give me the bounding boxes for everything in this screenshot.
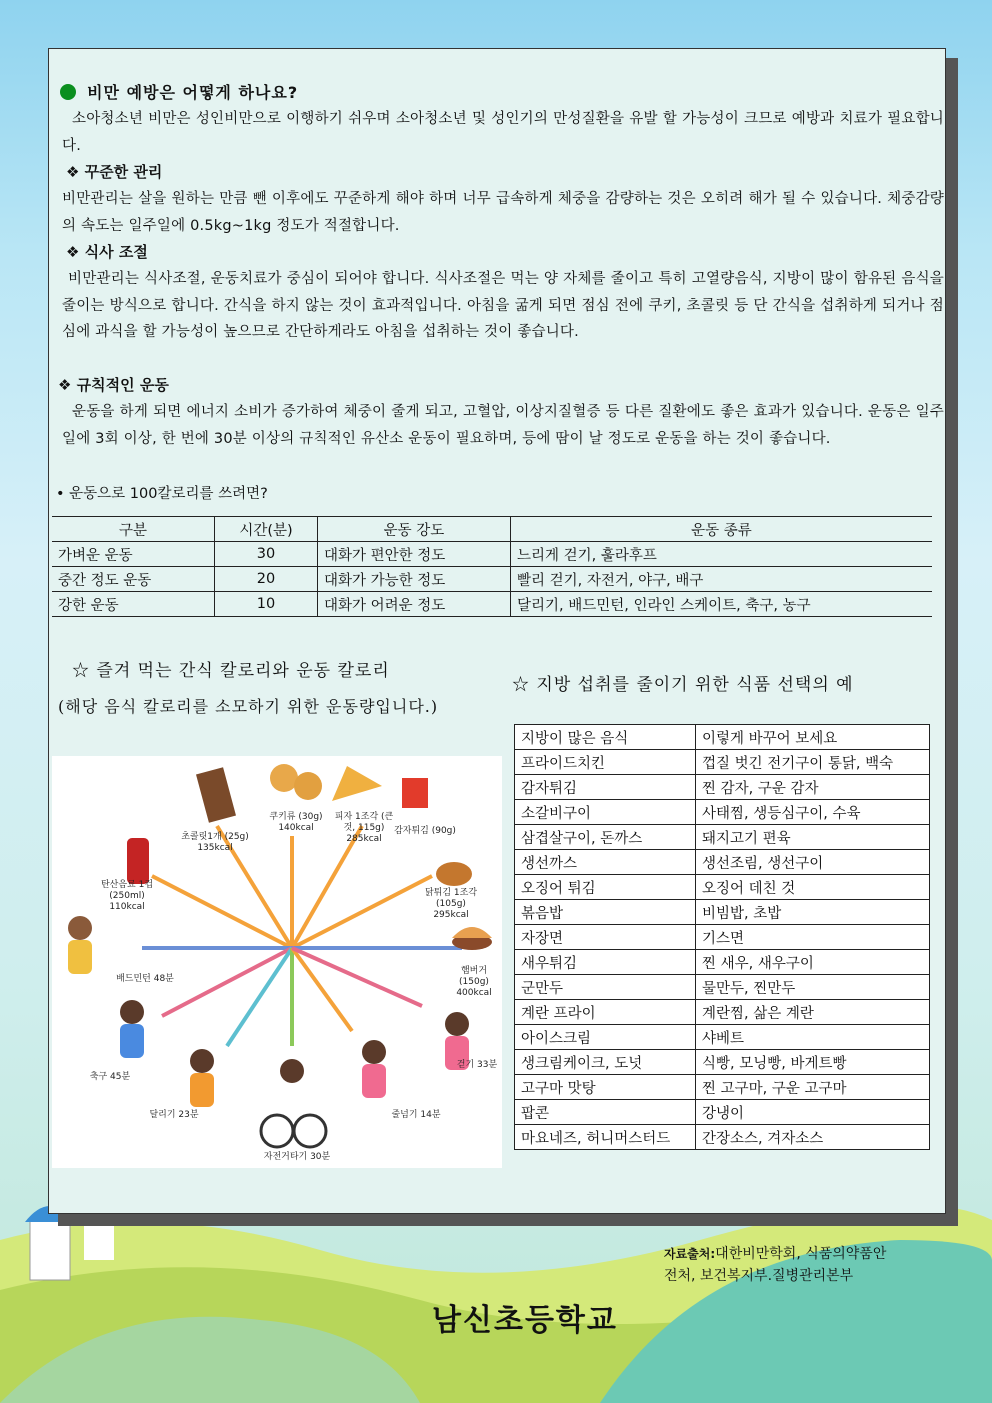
heading-exercise: ❖ 규칙적인 운동 [58, 376, 169, 394]
table-row [515, 775, 930, 800]
table-cell: 찐 감자, 구운 감자 [696, 775, 930, 800]
table-header-row [52, 517, 932, 542]
paragraph-exercise: 운동을 하게 되면 에너지 소비가 증가하여 체중이 줄게 되고, 고혈압, 이상지질혈증 등 다른 질환에도 좋은 효과가 있습니다. 운동은 일주일에 3회 이상, 한 번에 30분 이상의 규칙적인 유산소 운동이 필요하며, 등에 땀이 날 정도로 운동을 하는 것이 좋습니다. [62, 404, 944, 447]
table-cell: 중간 정도 운동 [52, 567, 215, 592]
table-cell: 대화가 편안한 정도 [318, 542, 511, 567]
food-label-chicken: 닭튀김 1조각 (105g) 295kcal [424, 888, 478, 920]
table-cell: 감자튀김 [515, 775, 696, 800]
table-row [515, 950, 930, 975]
exercise-label-soccer: 축구 45분 [89, 1072, 131, 1082]
snack-exercise-illustration [52, 756, 502, 1168]
table-row [515, 1125, 930, 1150]
table-cell: 강한 운동 [52, 592, 215, 617]
table-cell: 비빔밥, 초밥 [696, 900, 930, 925]
exercise-label-walking: 걷기 33분 [456, 1060, 498, 1070]
table-cell: 물만두, 찐만두 [696, 975, 930, 1000]
table-cell: 팝콘 [515, 1100, 696, 1125]
table-cell: 계란 프라이 [515, 1000, 696, 1025]
paragraph-diet: 비만관리는 식사조절, 운동치료가 중심이 되어야 합니다. 식사조절은 먹는 양 자체를 줄이고 특히 고열량음식, 지방이 많이 함유된 음식을 줄이는 방식으로 합니다. 간식을 하지 않는 것이 효과적입니다. 아침을 굶게 되면 점심 전에 쿠키, 초콜릿 등 단 간식을 섭취하게 되거나 점심에 과식을 할 가능성이 높으므로 간단하게라도 아침을 섭취하는 것이 좋습니다. [62, 271, 944, 340]
section-title: 비만 예방은 어떻게 하나요? [87, 83, 299, 102]
table-cell: 달리기, 배드민턴, 인라인 스케이트, 축구, 농구 [511, 592, 933, 617]
food-label-pizza: 피자 1조각 (큰것, 115g) 285kcal [334, 812, 394, 844]
table-cell: 강냉이 [696, 1100, 930, 1125]
table-row [515, 1100, 930, 1125]
table-row [515, 850, 930, 875]
col-header: 이렇게 바꾸어 보세요 [696, 725, 930, 750]
table-row [52, 592, 932, 617]
food-label-cookie: 쿠키류 (30g) 140kcal [269, 812, 323, 833]
col-header: 지방이 많은 음식 [515, 725, 696, 750]
heading-diet: ❖ 식사 조절 [66, 243, 148, 261]
table-row [515, 1000, 930, 1025]
table-row [515, 1050, 930, 1075]
table-cell: 소갈비구이 [515, 800, 696, 825]
section-heading [60, 80, 298, 103]
table-cell: 볶음밥 [515, 900, 696, 925]
table-cell: 간장소스, 겨자소스 [696, 1125, 930, 1150]
source-label: 자료출처: [664, 1247, 716, 1261]
table-row [515, 1025, 930, 1050]
food-label-chocolate: 초콜릿1개 (25g) 135kcal [181, 832, 249, 853]
table-cell: 계란찜, 삶은 계란 [696, 1000, 930, 1025]
table-row [515, 825, 930, 850]
table-row [52, 542, 932, 567]
table-cell: 20 [215, 567, 318, 592]
table-row [515, 900, 930, 925]
exercise-label-running: 달리기 23분 [149, 1110, 199, 1120]
table-row [515, 975, 930, 1000]
table-cell: 오징어 데친 것 [696, 875, 930, 900]
table-cell: 느리게 걷기, 훌라후프 [511, 542, 933, 567]
exercise-label-jumprope: 줄넘기 14분 [391, 1110, 441, 1120]
table-cell: 오징어 튀김 [515, 875, 696, 900]
table-cell: 가벼운 운동 [52, 542, 215, 567]
table-row [52, 567, 932, 592]
table-cell: 식빵, 모닝빵, 바게트빵 [696, 1050, 930, 1075]
table-cell: 사태찜, 생등심구이, 수육 [696, 800, 930, 825]
source-line2: 전처, 보건복지부.질병관리본부 [664, 1268, 854, 1284]
table-header-row [515, 725, 930, 750]
table-cell: 기스면 [696, 925, 930, 950]
table-row [515, 875, 930, 900]
food-label-burger: 햄버거 (150g) 400kcal [456, 966, 492, 998]
table-cell: 새우튀김 [515, 950, 696, 975]
table-cell: 마요네즈, 허니머스터드 [515, 1125, 696, 1150]
table-cell: 돼지고기 편육 [696, 825, 930, 850]
col-header: 시간(분) [215, 517, 318, 542]
bullet-100kcal: • 운동으로 100칼로리를 쓰려면? [56, 486, 268, 502]
green-bullet-icon [60, 84, 76, 100]
table-cell: 찐 새우, 새우구이 [696, 950, 930, 975]
table-row [515, 925, 930, 950]
source-credit [664, 1243, 954, 1287]
table-cell: 빨리 걷기, 자전거, 야구, 배구 [511, 567, 933, 592]
exercise-table [52, 516, 932, 617]
heading-management: ❖ 꾸준한 관리 [66, 163, 163, 181]
col-header: 구분 [52, 517, 215, 542]
table-cell: 아이스크림 [515, 1025, 696, 1050]
intro-paragraph: 소아청소년 비만은 성인비만으로 이행하기 쉬우며 소아청소년 및 성인기의 만성질환을 유발 할 가능성이 크므로 예방과 치료가 필요합니다. [62, 111, 944, 154]
table-cell: 생선까스 [515, 850, 696, 875]
table-cell: 찐 고구마, 구운 고구마 [696, 1075, 930, 1100]
snack-title: ☆ 즐겨 먹는 간식 칼로리와 운동 칼로리 [72, 661, 390, 681]
table-cell: 생크림케이크, 도넛 [515, 1050, 696, 1075]
table-row [515, 800, 930, 825]
school-name: 남신초등학교 [432, 1303, 618, 1338]
col-header: 운동 종류 [511, 517, 933, 542]
table-cell: 10 [215, 592, 318, 617]
fat-food-table [514, 724, 930, 1150]
exercise-label-badminton: 배드민턴 48분 [116, 974, 174, 984]
table-cell: 껍질 벗긴 전기구이 통닭, 백숙 [696, 750, 930, 775]
table-cell: 30 [215, 542, 318, 567]
table-cell: 프라이드치킨 [515, 750, 696, 775]
table-row [515, 750, 930, 775]
table-cell: 대화가 가능한 정도 [318, 567, 511, 592]
table-cell: 자장면 [515, 925, 696, 950]
table-cell: 군만두 [515, 975, 696, 1000]
food-label-fries: 감자튀김 (90g) [394, 826, 456, 836]
table-cell: 삼겹살구이, 돈까스 [515, 825, 696, 850]
col-header: 운동 강도 [318, 517, 511, 542]
table-cell: 고구마 맛탕 [515, 1075, 696, 1100]
table-cell: 샤베트 [696, 1025, 930, 1050]
table-row [515, 1075, 930, 1100]
food-label-soda: 탄산음료 1컵 (250ml) 110kcal [100, 880, 154, 912]
table-cell: 생선조림, 생선구이 [696, 850, 930, 875]
source-line1: 대한비만학회, 식품의약품안 [715, 1246, 887, 1262]
snack-subtitle: (해당 음식 칼로리를 소모하기 위한 운동량입니다.) [58, 697, 439, 716]
exercise-label-cycling: 자전거타기 30분 [263, 1152, 331, 1162]
table-cell: 대화가 어려운 정도 [318, 592, 511, 617]
fat-table-title: ☆ 지방 섭취를 줄이기 위한 식품 선택의 예 [512, 675, 854, 695]
paragraph-management: 비만관리는 살을 원하는 만큼 뺀 이후에도 꾸준하게 해야 하며 너무 급속하게 체중을 감량하는 것은 오히려 해가 될 수 있습니다. 체중감량의 속도는 일주일에 0.5kg~1kg 정도가 적절합니다. [62, 191, 944, 234]
